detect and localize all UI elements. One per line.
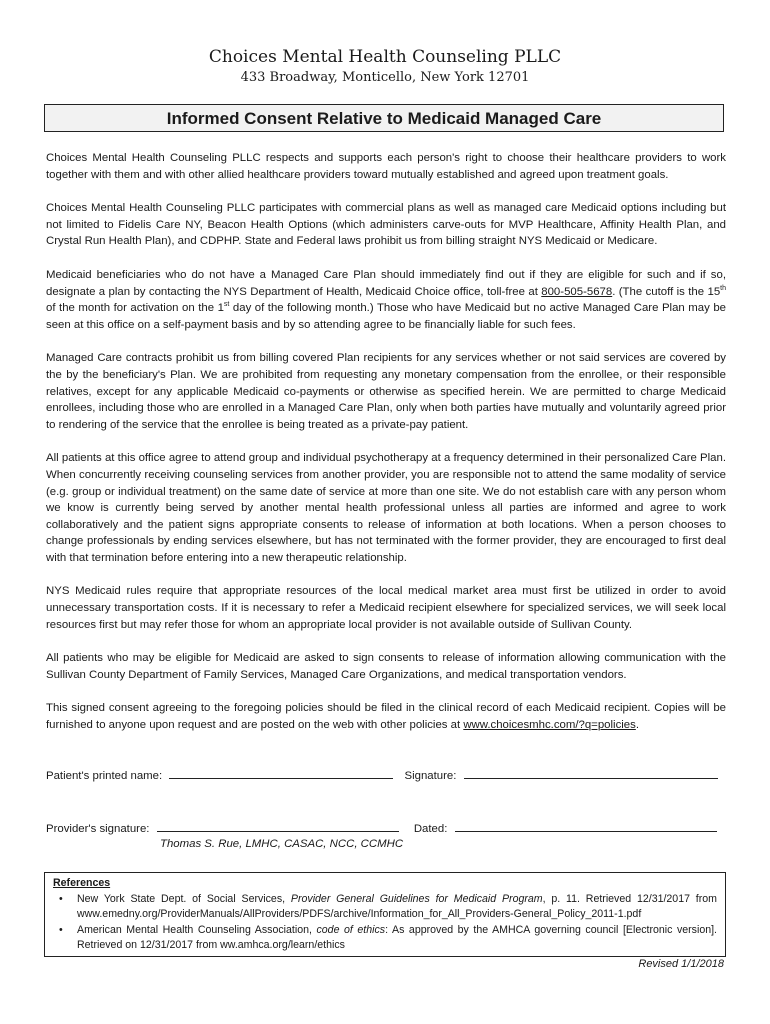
paragraph-plans: Choices Mental Health Counseling PLLC participates with commercial plans as well as managed care Medicaid options including but not limited to Fidelis Care NY, Beacon Health Options (which administers carve-outs for MVP Healthcare, Affinity Health Plan, and Crystal Run Health Plan), and CDPHP. State and Federal laws prohibit us from billing straight NYS Medicaid or Medicare.: [46, 202, 726, 248]
ref1-text-b: , p. 11. Retrieved 12/31/2017 from www.emedny.org/ProviderManuals/AllProviders/PDFS/archive/Information_for_All_Providers-General_Policy_2011-1.pdf: [77, 892, 717, 920]
reference-item: [53, 892, 717, 923]
ref2-text-b: : As approved by the AMHCA governing council [Electronic version]. Retrieved on 12/31/2017 from ww.amhca.org/learn/ethics: [77, 923, 718, 951]
provider-signature-field[interactable]: [157, 820, 399, 832]
medicaid-choice-phone: 800-505-5678: [541, 285, 613, 298]
ref1-title: Provider General Guidelines for Medicaid Program: [290, 892, 543, 905]
p3-text-d: day of the following month.) Those who have Medicaid but no active Managed Care Plan may be seen at this office on a self-payment basis and by so attending agree to be financially liable for such fees.: [46, 302, 726, 331]
p3-text-c: of the month for activation on the 1: [46, 302, 224, 315]
ref2-text-a: American Mental Health Counseling Association,: [77, 923, 317, 936]
dated-field[interactable]: [455, 820, 717, 832]
paragraph-filing: [46, 700, 726, 733]
provider-name: Thomas S. Rue, LMHC, CASAC, NCC, CCMHC: [160, 838, 404, 850]
dated-label: Dated:: [413, 823, 448, 835]
signature-label: Signature:: [404, 770, 457, 782]
patient-name-label: Patient's printed name:: [46, 770, 163, 782]
consent-body: [46, 150, 726, 751]
paragraph-intro: Choices Mental Health Counseling PLLC respects and supports each person's right to choose their healthcare providers to work together with them and with other allied healthcare providers toward mutually established and agreed upon treatment goals.: [46, 152, 726, 181]
ref2-title: code of ethics: [316, 923, 386, 936]
p3-sup-st: st: [223, 301, 230, 309]
patient-signature-row: [46, 767, 726, 782]
bullet-icon: •: [59, 892, 63, 905]
paragraph-beneficiaries: [46, 267, 726, 333]
references-heading: References: [53, 877, 111, 889]
bullet-icon: •: [59, 923, 63, 936]
provider-signature-row: [46, 820, 726, 835]
paragraph-managed-care: Managed Care contracts prohibit us from billing covered Plan recipients for any services whether or not said services are covered by the by the beneficiary's Plan. We are prohibited from requesting any monetary compensation from the enrollee, or their responsible relatives, except for any applicable Medicaid co-payments or otherwise as specified herein. We are permitted to charge Medicaid enrollees, including those who are enrolled in a Managed Care Plan, only when both parties have mutually and voluntarily agreed prior to rendering of the service that the enrollee is being treated as a private-pay patient.: [46, 352, 726, 431]
reference-item: [53, 923, 717, 954]
document-title: Informed Consent Relative to Medicaid Managed Care: [44, 104, 724, 132]
p3-text-b: . (The cutoff is the 15: [612, 285, 721, 298]
revised-date: Revised 1/1/2018: [638, 958, 724, 970]
paragraph-local-resources: NYS Medicaid rules require that appropriate resources of the local medical market area must first be utilized in order to avoid unnecessary transportation costs. If it is necessary to refer a Medicaid recipient elsewhere for specialized services, we will seek local resources first but may refer those for whom an appropriate local provider is not available outside of Sullivan County.: [46, 585, 726, 631]
policies-link[interactable]: www.choicesmhc.com/?q=policies: [463, 719, 636, 732]
references-box: [44, 872, 726, 957]
organization-name: Choices Mental Health Counseling PLLC: [208, 47, 562, 67]
paragraph-attendance: All patients at this office agree to attend group and individual psychotherapy at a frequency determined in their personalized Care Plan. When concurrently receiving counseling services from another provider, you are responsible not to attend the same modality of service (e.g. group or individual treatment) on the same date of service at more than one site. We do not establish care with any person whom we know is currently being served by another mental health professional unless all parties are informed and agree to work collaboratively and the patient signs appropriate consents to release of information at both locations. When a person chooses to change professionals by ending services elsewhere, but has not terminated with the former provider, they are encouraged to first deal with that termination before entering into a new therapeutic relationship.: [46, 452, 726, 564]
organization-address: 433 Broadway, Monticello, New York 12701: [240, 70, 530, 85]
provider-signature-label: Provider's signature:: [46, 823, 150, 835]
p8-text-b: .: [635, 719, 639, 732]
p8-text-a: This signed consent agreeing to the foregoing policies should be filed in the clinical record of each Medicaid recipient. Copies will be furnished to anyone upon request and are posted on the web with other policies at: [46, 702, 726, 732]
patient-signature-field[interactable]: [464, 767, 718, 779]
p3-sup-th: th: [720, 284, 727, 292]
p3-text-a: Medicaid beneficiaries who do not have a Managed Care Plan should immediately find out if they are eligible for such and if so, designate a plan by contacting the NYS Department of Health, Medicaid Choice office, toll-free at: [46, 268, 726, 298]
paragraph-release-info: All patients who may be eligible for Medicaid are asked to sign consents to release of information allowing communication with the Sullivan County Department of Family Services, Managed Care Organizations, and medical transportation vendors.: [46, 652, 726, 681]
ref1-text-a: New York State Dept. of Social Services,: [77, 892, 291, 905]
patient-name-field[interactable]: [169, 767, 393, 779]
